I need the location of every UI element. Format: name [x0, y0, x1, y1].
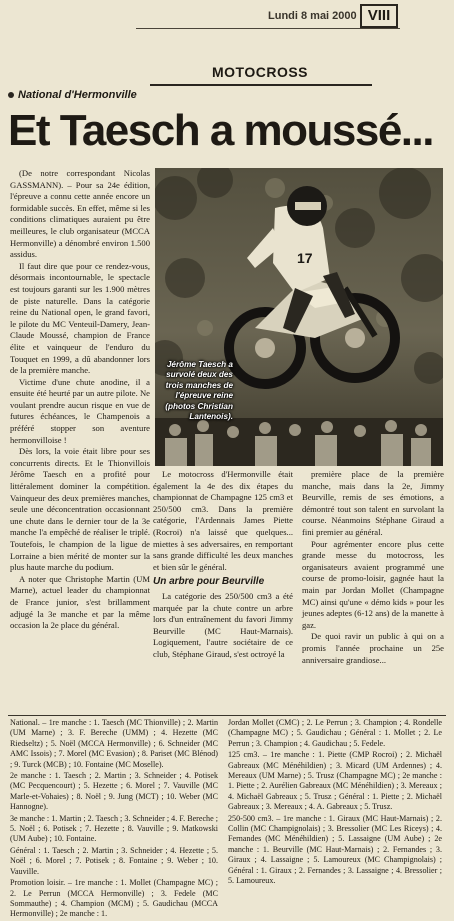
results-column-right	[228, 718, 442, 888]
svg-text:17: 17	[297, 250, 313, 266]
paragraph: Victime d'une chute anodine, il a ensuite été heurté par un autre pilote. Ne voulant prendre aucun risque en vue de futures échéances, le Champenois a préféré stopper son aventure hermonvilloise !	[10, 376, 150, 445]
results-block: Général : 1. Taesch ; 2. Martin ; 3. Schneider ; 4. Hezette ; 5. Noël ; 6. Morel ; 7. Potisek ; 8. Fontaine ; 9. Weber ; 10. Vauville.	[10, 845, 218, 876]
results-block: 125 cm3. – 1re manche : 1. Piette (CMP Rocroi) ; 2. Michaël Gabreaux (MC Ménéhildien) ; 3. Micard (UM Ardennes) ; 4. Mereaux (UM Marne) ; 5. Trusz (Champagne MC) ; 2e manche : 1. Piette ; 2. Aurélien Gabreaux (MC Ménéhildien) ; 3. Mereaux ; 4. Michaël Gabreaux ; 5. Trusz ; Général : 1. Piette ; 2. Michaël Gabreaux ; 3. Mereaux ; 4. A. Gabreaux ; 5. Trusz.	[228, 750, 442, 812]
paragraph: (De notre correspondant Nicolas GASSMANN). – Pour sa 24e édition, l'épreuve a connu cette année encore un formidable succès. En effet, même si les conditions climatiques auraient pu être meilleures, le club organisateur (MCCA Hermonville) a dénombré environ 1.500 assidus.	[10, 168, 150, 260]
paragraph: De quoi ravir un public à qui on a promis l'année prochaine un 25e anniversaire grandiose...	[302, 631, 444, 665]
bullet-icon	[8, 92, 14, 98]
results-block: National. – 1re manche : 1. Taesch (MC Thionville) ; 2. Martin (UM Marne) ; 3. F. Bereche (UMM) ; 4. Hezette (MC Riedseltz) ; 5. Noël (MCCA Hermonville) ; 6. Schneider (MC AMC Issois) ; 7. Morel (MC Evasion) ; 8. Pariset (MC Blénod) ; 9. Turck (MCB) ; 10. Fontaine (MC Moselle).	[10, 718, 218, 769]
article-headline: Et Taesch a moussé...	[8, 106, 433, 155]
paragraph: Pour agrémenter encore plus cette grande messe du motocross, les organisateurs avaient programmé une course de promo-loisir, gagnée haut la main par Jordan Mollet (Champagne MC) ainsi qu'une « démo kids » pour les jeunes adeptes (6-12 ans) de la manette à gaz.	[302, 538, 444, 630]
kicker-text: National d'Hermonville	[18, 89, 137, 101]
results-block: 3e manche : 1. Martin ; 2. Taesch ; 3. Schneider ; 4. F. Bereche ; 5. Noël ; 6. Potisek ; 7. Hezette ; 8. Vauville ; 9. Matkowski (UM Aube) ; 10. Fontaine.	[10, 813, 218, 844]
issue-date: Lundi 8 mai 2000	[268, 10, 357, 22]
article-column-2	[153, 469, 293, 661]
subheading: Un arbre pour Beurville	[153, 576, 265, 588]
results-divider	[8, 715, 446, 716]
paragraph: première place de la première manche, mais dans la 2e, Jimmy Beurville, remis de ses émotions, a démontré tout son talent en survolant la course. Néanmoins Stéphane Giraud a fini premier au général.	[302, 469, 444, 537]
results-block: 2e manche : 1. Taesch ; 2. Martin ; 3. Schneider ; 4. Potisek (MC Pecquencourt) ; 5. Hezette ; 6. Morel ; 7. Vauville (MC Marle-et-Vohaies) ; 8. Noël ; 9. Jung (MCT) ; 10. Weber (MC Hannogne).	[10, 771, 218, 812]
article-column-3	[302, 469, 444, 666]
paragraph: A noter que Christophe Martin (UM Marne), actuel leader du championnat de France junior, s'est brillamment adjugé la 3e manche et par la même occasion la 2e place du général.	[10, 573, 150, 631]
results-column-left	[10, 718, 218, 921]
paragraph: La catégorie des 250/500 cm3 a été marquée par la chute contre un arbre lors d'un entraînement du favori Jimmy Beurville (MC Haut-Marnais). Logiquement, l'autre sociétaire de ce club, Stéphane Giraud, s'est octroyé la	[153, 590, 293, 659]
article-column-1	[10, 168, 150, 632]
section-rule	[150, 84, 372, 86]
paragraph: Il faut dire que pour ce rendez-vous, désormais incontournable, le spectacle est toujours garanti sur les 1.900 mètres de piste naturelle. Dans la catégorie reine du National open, le grand favori, le pilote du MC Venteuil-Damery, Jean-Claude Moussé, champion de France élite et vainqueur de l'enduro du Touquet en 1999, a dû abandonner lors de la première manche.	[10, 260, 150, 376]
paragraph: Le motocross d'Hermonville était également la 4e des dix étapes du championnat de Champagne 125 cm3 et 250/500 cm3. Dans la première catégorie, l'Ardennais James Piette (Rocroi) n'a laissé que quelques... miettes à ses adversaires, en remportant sans grande difficulté les deux manches et bien sûr le général.	[153, 469, 293, 572]
article-kicker	[8, 89, 137, 101]
page-number: VIII	[360, 4, 398, 28]
section-title: MOTOCROSS	[211, 64, 309, 80]
results-block: Jordan Mollet (CMC) ; 2. Le Perrun ; 3. Champion ; 4. Rondelle (Champagne MC) ; 5. Gaudichau ; Général : 1. Mollet ; 2. Le Perrun ; 3. Champion ; 4. Gaudichau ; 5. Fedele.	[228, 718, 442, 748]
results-block: 250-500 cm3. – 1re manche : 1. Giraux (MC Haut-Marnais) ; 2. Collin (MC Champignolais) ; 3. Bressolier (MC Les Riceys) ; 4. Fernandes (MC Ménéhildien) ; 5. Lassaigne (UM Aube) ; 2e manche : 1. Beurville (MC Haut-Marnais) ; 2. Fernandes ; 3. Giraux ; 4. Lassaigne ; 5. Lamoureux (MC Champignolais) ; Général : 1. Giraux ; 2. Fernandes ; 3. Lassaigne ; 4. Bressolier ; 5. Lamoureux.	[228, 813, 442, 886]
photo-caption: Jérôme Taesch a survolé deux des trois manches de l'épreuve reine (photos Christian Lantenois).	[165, 360, 233, 422]
results-block: Promotion loisir. – 1re manche : 1. Mollet (Champagne MC) ; 2. Le Perrun (MCCA Hermonville) ; 3. Fedele (MC Sommauthe) ; 4. Champion (MCM) ; 5. Gaudichau (MCCA Hermonville) ; 2e manche : 1.	[10, 878, 218, 919]
paragraph: Dès lors, la voie était libre pour ses concurrents directs. Et le Thionvillois Jérôme Taesch en a profité pour littéralement dominer la compétition. Vainqueur des deux premières manches, seule une déconcentration occasionnant une chute dans le dernier tour de la 3e manche l'a empêché de réaliser le triplé. Toutefois, le champion de la ligue de Lorraine a bien mérité de monter sur la plus haute marche du podium.	[10, 446, 150, 573]
header-rule	[136, 28, 400, 29]
